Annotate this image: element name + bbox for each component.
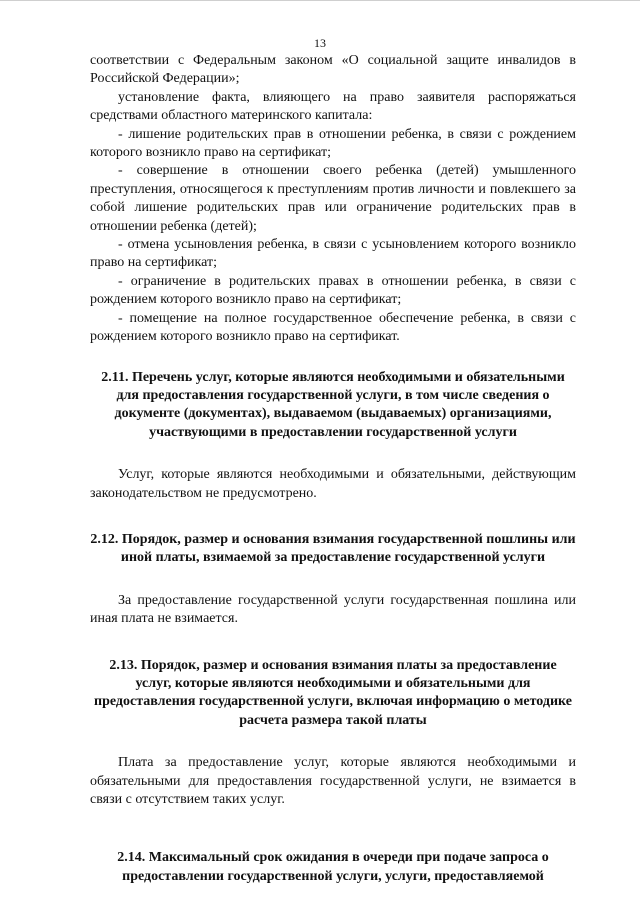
list-item-restriction: - ограничение в родительских правах в отношении ребенка, в связи с рождением которого возникло право на сертификат;	[90, 273, 576, 308]
list-item-crime: - совершение в отношении своего ребенка (детей) умышленного преступления, относящегося к преступлениям против личности и повлекшего за собой лишение родительских прав или ограничение родительских прав в отношении ребенка (детей);	[90, 163, 576, 234]
section-text-2-12: За предоставление государственной услуги государственная пошлина или иная плата не взимается.	[90, 592, 576, 627]
paragraph-fact-establishment: установление факта, влияющего на право заявителя распоряжаться средствами областного материнского капитала:	[90, 89, 576, 124]
section-heading-2-14: 2.14. Максимальный срок ожидания в очереди при подаче запроса о предоставлении государственной услуги, услуги, предоставляемой	[117, 850, 549, 884]
list-item-state-care: - помещение на полное государственное обеспечение ребенка, в связи с рождением которого возникло право на сертификат.	[90, 310, 576, 345]
section-text-2-11: Услуг, которые являются необходимыми и обязательными, действующим законодательством не предусмотрено.	[90, 467, 576, 501]
paragraph-continuation: соответствии с Федеральным законом «О социальной защите инвалидов в Российской Федерации»;	[90, 53, 576, 87]
list-item-deprivation: - лишение родительских прав в отношении ребенка, в связи с рождением которого возникло право на сертификат;	[90, 126, 576, 161]
page-number: 13	[314, 36, 326, 50]
page-content	[90, 52, 576, 886]
section-heading-2-12: 2.12. Порядок, размер и основания взимания государственной пошлины или иной платы, взимаемой за предоставление государственной услуги	[90, 531, 576, 566]
top-edge-rule	[0, 0, 640, 7]
section-heading-2-13: 2.13. Порядок, размер и основания взимания платы за предоставление услуг, которые являются необходимыми и обязательными для предоставления государственной услуги, включая информацию о методике расчета размера такой платы	[94, 657, 572, 728]
list-item-adoption-cancel: - отмена усыновления ребенка, в связи с усыновлением которого возникло право на сертификат;	[90, 237, 576, 271]
section-heading-2-11: 2.11. Перечень услуг, которые являются необходимыми и обязательными для предоставления государственной услуги, в том числе сведения о документе (документах), выдаваемом (выдаваемых) организациями, участвующими в предоставлении государственной услуги	[101, 369, 565, 440]
section-text-2-13: Плата за предоставление услуг, которые являются необходимыми и обязательными для предоставления государственной услуги, не взимается в связи с отсутствием таких услуг.	[90, 755, 576, 807]
